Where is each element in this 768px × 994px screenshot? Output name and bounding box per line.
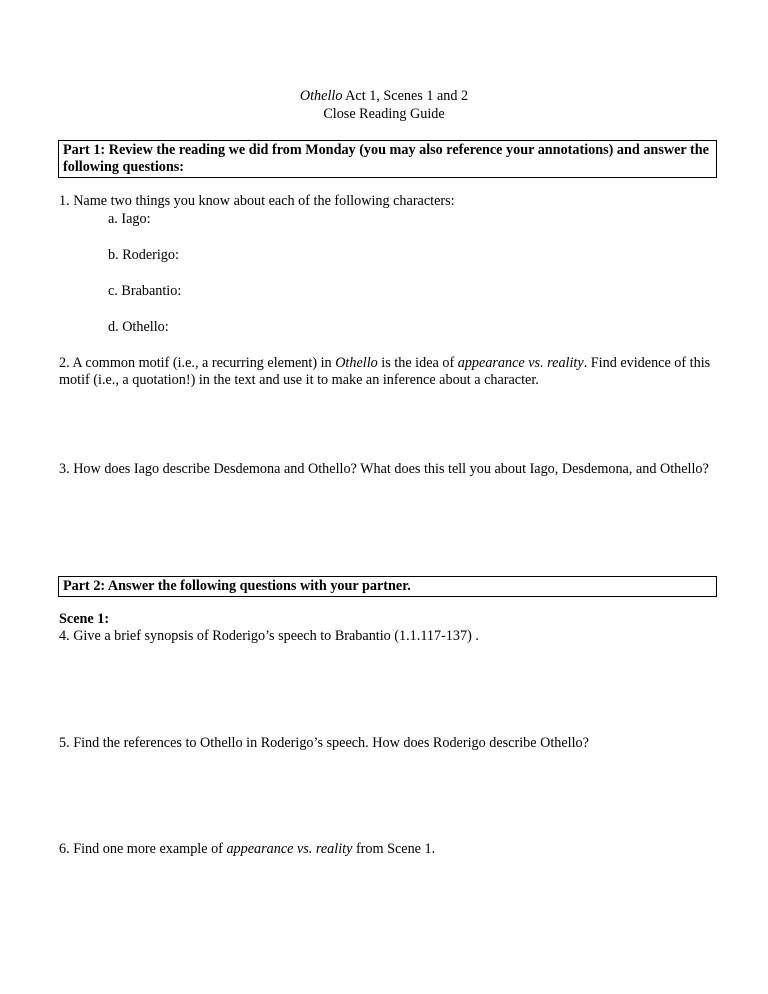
title-rest: Act 1, Scenes 1 and 2 [342, 88, 469, 104]
part2-header: Part 2: Answer the following questions with your partner. [58, 576, 717, 597]
q2-text-2: is the idea of [377, 355, 458, 371]
question-3: 3. How does Iago describe Desdemona and Othello? What does this tell you about Iago, Desdemona, and Othello? [59, 461, 709, 477]
q1-item-iago: a. Iago: [108, 211, 151, 227]
question-5: 5. Find the references to Othello in Roderigo’s speech. How does Roderigo describe Othello? [59, 735, 589, 751]
question-6 [59, 841, 719, 858]
q1-item-othello: d. Othello: [108, 319, 169, 335]
q2-text-1: 2. A common motif (i.e., a recurring element) in [59, 355, 336, 371]
q6-motif: appearance vs. reality [226, 841, 353, 857]
play-title: Othello [299, 88, 343, 104]
title-line [0, 88, 768, 106]
scene1-label: Scene 1: [59, 611, 110, 627]
question-1: 1. Name two things you know about each of the following characters: [59, 193, 455, 209]
part1-header: Part 1: Review the reading we did from Monday (you may also reference your annotations) and answer the following questions: [58, 140, 717, 178]
q6-text-2: from Scene 1. [352, 841, 436, 857]
q6-text-1: 6. Find one more example of [59, 841, 227, 857]
question-4: 4. Give a brief synopsis of Roderigo’s speech to Brabantio (1.1.117-137) . [59, 628, 479, 644]
q2-text-3: . Find evidence of this motif (i.e., a quotation!) in the text and use it to make an inference about a character. [59, 355, 711, 388]
document-title [0, 88, 768, 124]
question-2 [59, 355, 719, 389]
subtitle: Close Reading Guide [323, 106, 445, 122]
q1-item-roderigo: b. Roderigo: [108, 247, 179, 263]
q1-item-brabantio: c. Brabantio: [108, 283, 182, 299]
q2-play: Othello [335, 355, 378, 371]
q2-motif: appearance vs. reality [457, 355, 584, 371]
